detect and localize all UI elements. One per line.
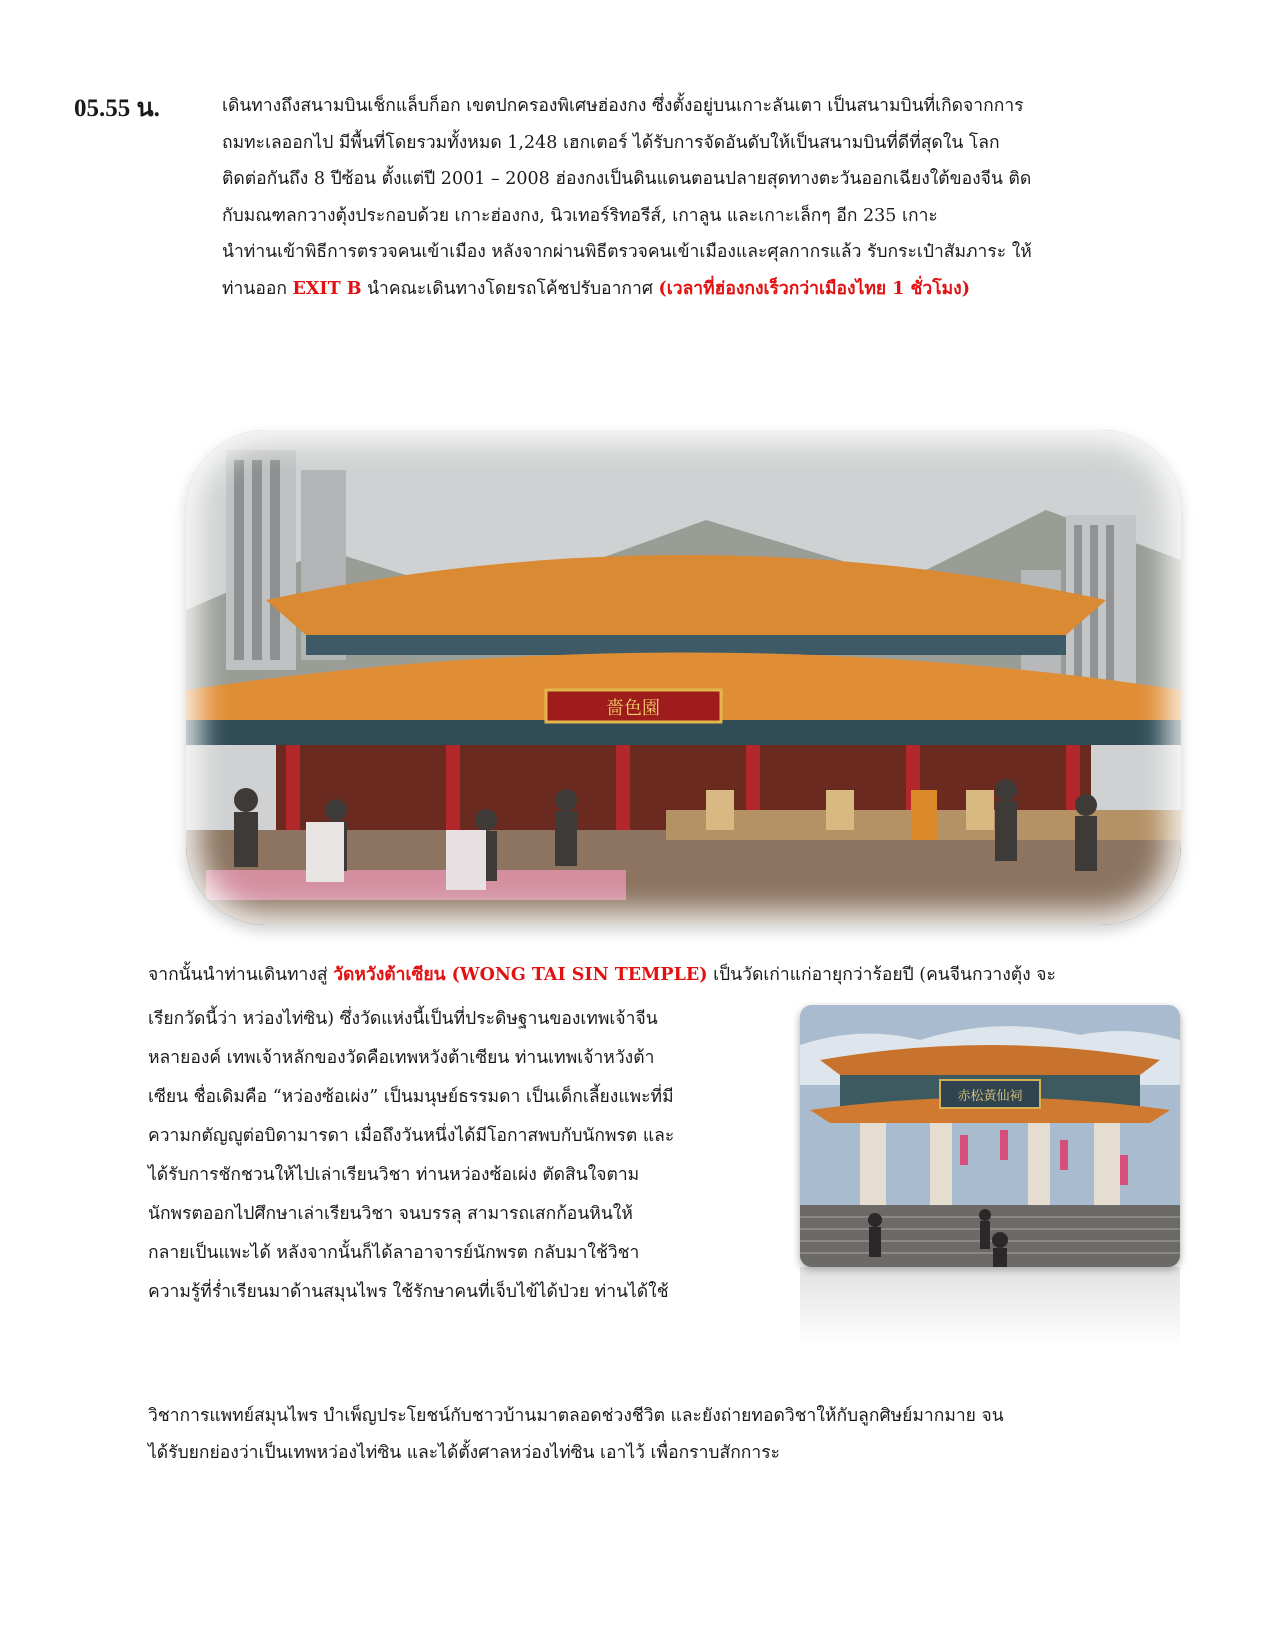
temple-story-paragraph <box>148 1000 778 1312</box>
gate-illustration <box>800 1005 1180 1267</box>
text-line: ได้รับยกย่องว่าเป็นเทพหว่องไท่ซิน และได้ตั้งศาลหว่องไท่ซิน เอาไว้ เพื่อกราบสักการะ <box>148 1443 781 1463</box>
exit-label: EXIT B <box>292 278 362 299</box>
temple-name: วัดหวังต้าเซียน (WONG TAI SIN TEMPLE) <box>333 965 708 985</box>
temple-photo <box>186 430 1181 925</box>
text-line: ได้รับการชักชวนให้ไปเล่าเรียนวิชา ท่านหว่องซ้อเผ่ง ตัดสินใจตาม <box>148 1165 640 1185</box>
time-difference-note: (เวลาที่ฮ่องกงเร็วกว่าเมืองไทย 1 ชั่วโมง) <box>658 278 970 299</box>
arrival-paragraph <box>222 88 1202 307</box>
gate-sign-text: 赤松黃仙祠 <box>957 1089 1023 1104</box>
temple-sign-text: 嗇色園 <box>606 698 660 719</box>
text-line: หลายองค์ เทพเจ้าหลักของวัดคือเทพหวังต้าเซียน ท่านเทพเจ้าหวังต้า <box>148 1048 655 1068</box>
text-fragment: เป็นวัดเก่าแก่อายุกว่าร้อยปี (คนจีนกวางตุ้ง จะ <box>707 965 1056 985</box>
text-line: เรียกวัดนี้ว่า หว่องไท่ซิน) ซึ่งวัดแห่งนี้เป็นที่ประดิษฐานของเทพเจ้าจีน <box>148 1009 658 1029</box>
text-line: กับมณฑลกวางตุ้งประกอบด้วย เกาะฮ่องกง, นิวเทอร์ริทอรีส์, เกาลูน และเกาะเล็กๆ อีก 235 เกาะ <box>222 205 938 226</box>
temple-illustration <box>186 430 1181 925</box>
text-line: ถมทะเลออกไป มีพื้นที่โดยรวมทั้งหมด 1,248 เฮกเตอร์ ได้รับการจัดอันดับให้เป็นสนามบินที่ดีที่สุดใน โลก <box>222 132 1000 153</box>
text-line: เซียน ชื่อเดิมคือ “หว่องซ้อเผ่ง” เป็นมนุษย์ธรรมดา เป็นเด็กเลี้ยงแพะที่มี <box>148 1087 674 1107</box>
text-line: ติดต่อกันถึง 8 ปีซ้อน ตั้งแต่ปี 2001 – 2008 ฮ่องกงเป็นดินแดนตอนปลายสุดทางตะวันออกเฉียงใต้ของจีน ติด <box>222 169 1032 189</box>
schedule-time: 05.55 น. <box>74 95 160 122</box>
text-line: เดินทางถึงสนามบินเช็กแล็บก็อก เขตปกครองพิเศษฮ่องกง ซึ่งตั้งอยู่บนเกาะลันเตา เป็นสนามบินที่เกิดจากการ <box>222 96 1024 116</box>
text-fragment: ท่านออก <box>222 278 293 299</box>
text-line: นักพรตออกไปศึกษาเล่าเรียนวิชา จนบรรลุ สามารถเสกก้อนหินให้ <box>148 1204 633 1224</box>
text-line: วิชาการแพทย์สมุนไพร บำเพ็ญประโยชน์กับชาวบ้านมาตลอดช่วงชีวิต และยังถ่ายทอดวิชาให้กับลูกศิษย์มากมาย จน <box>148 1406 1004 1426</box>
temple-gate-photo <box>800 1005 1180 1267</box>
text-fragment: นำคณะเดินทางโดยรถโค้ชปรับอากาศ <box>361 278 659 299</box>
text-line: นำท่านเข้าพิธีการตรวจคนเข้าเมือง หลังจากผ่านพิธีตรวจคนเข้าเมืองและศุลกากรแล้ว รับกระเป๋าสัมภาระ ให้ <box>222 242 1032 262</box>
text-line: ความกตัญญูต่อบิดามารดา เมื่อถึงวันหนึ่งได้มีโอกาสพบกับนักพรต และ <box>148 1126 675 1146</box>
text-line: กลายเป็นแพะได้ หลังจากนั้นก็ได้ลาอาจารย์นักพรต กลับมาใช้วิชา <box>148 1243 640 1263</box>
temple-intro-line <box>148 960 1056 988</box>
text-line <box>222 271 1202 308</box>
photo-reflection <box>800 1267 1180 1347</box>
temple-story-continued <box>148 1398 1198 1472</box>
text-fragment: จากนั้นนำท่านเดินทางสู่ <box>148 965 334 985</box>
text-line: ความรู้ที่ร่ำเรียนมาด้านสมุนไพร ใช้รักษาคนที่เจ็บไข้ได้ป่วย ท่านได้ใช้ <box>148 1282 669 1302</box>
